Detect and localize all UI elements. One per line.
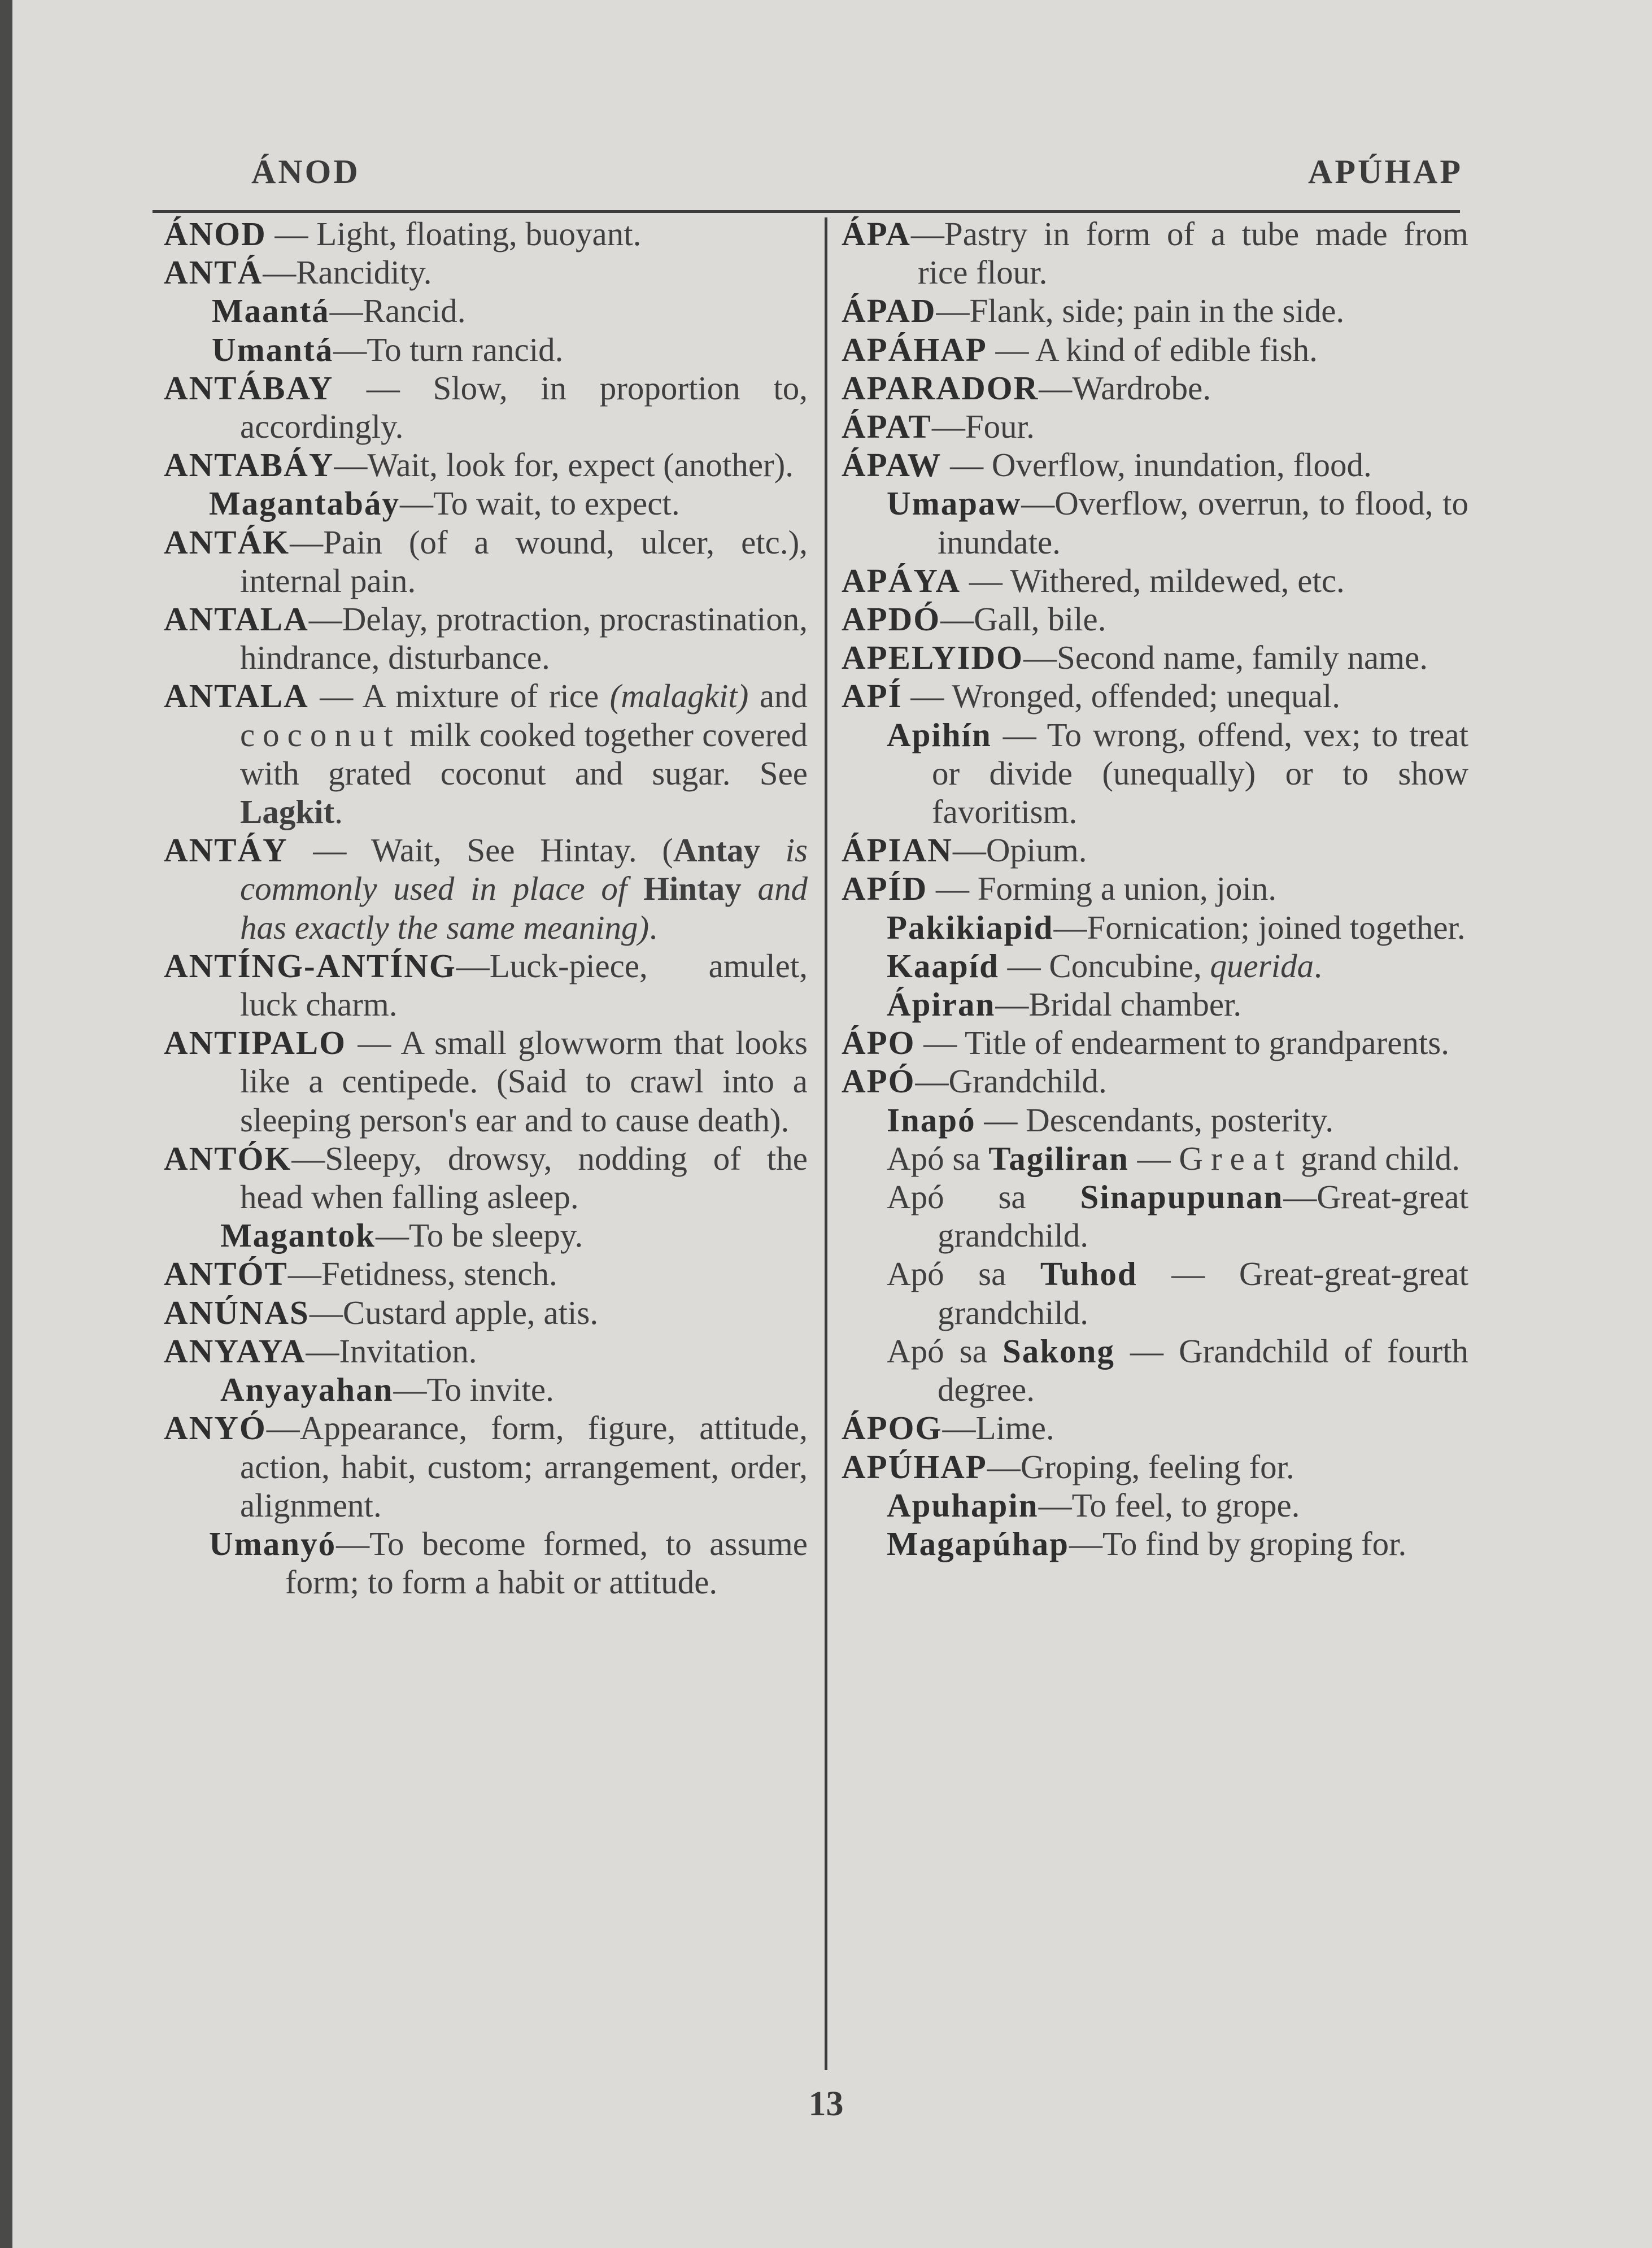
sub-entry: Inapó — Descendants, posterity. — [887, 1101, 1334, 1139]
entry: APÁYA — Withered, mildewed, etc. — [842, 561, 1345, 599]
entry: APARADOR—Wardrobe. — [842, 369, 1211, 407]
entry: ANYÓ—Appearance, form, figure, attitude, action, habit, custom; arrangement, order, alignment. — [164, 1409, 808, 1524]
entry: APÚHAP—Groping, feeling for. — [842, 1448, 1294, 1485]
entry: APÍD — Forming a union, join. — [842, 870, 1277, 908]
entry: ANTABÁY—Wait, look for, expect (another). — [164, 446, 794, 484]
entry: ANÚNAS—Custard apple, atis. — [164, 1293, 599, 1331]
entry: APDÓ—Gall, bile. — [842, 600, 1106, 638]
entry: ANTIPALO — A small glowworm that looks like a centipede. (Said to crawl into a sleeping person's ear and to cause death). — [164, 1024, 808, 1139]
left-column — [164, 215, 808, 1601]
sub-entry: Apó sa Sakong — Grandchild of fourth degree. — [887, 1332, 1468, 1409]
sub-entry: Magantabáy—To wait, to expect. — [209, 485, 680, 522]
running-head-right: APÚHAP — [1308, 153, 1463, 190]
sub-entry: Umapaw—Overflow, overrun, to flood, to inundate. — [887, 485, 1468, 561]
entry: APÓ—Grandchild. — [842, 1062, 1107, 1100]
entry: ÁPA—Pastry in form of a tube made from rice flour. — [842, 215, 1468, 291]
entry: ANTÁK—Pain (of a wound, ulcer, etc.), internal pain. — [164, 523, 808, 599]
page-number: 13 — [808, 2085, 844, 2123]
header-rule — [152, 210, 1460, 213]
entry: ÁNOD — Light, floating, buoyant. — [164, 215, 642, 252]
sub-entry: Pakikiapid—Fornication; joined together. — [887, 908, 1466, 946]
entry: ÁPAW — Overflow, inundation, flood. — [842, 446, 1372, 484]
entry: APÁHAP — A kind of edible fish. — [842, 330, 1318, 368]
sub-entry: Apihín — To wrong, offend, vex; to treat or divide (unequally) or to show favoritism. — [887, 716, 1468, 831]
entry: APELYIDO—Second name, family name. — [842, 639, 1428, 677]
sub-entry: Magapúhap—To find by groping for. — [887, 1524, 1407, 1562]
entry: ÁPAD—Flank, side; pain in the side. — [842, 292, 1345, 330]
sub-entry: Kaapíd — Concubine, querida. — [887, 947, 1322, 984]
entry: ANTÍNG-ANTÍNG—Luck-piece, amulet, luck charm. — [164, 947, 808, 1023]
entry: ANTÁ—Rancidity. — [164, 254, 432, 291]
book-binding-edge — [0, 0, 12, 2248]
entry: ANTÁBAY — Slow, in proportion to, accordingly. — [164, 369, 808, 446]
running-head-left: ÁNOD — [251, 153, 360, 190]
entry: ANTALA — A mixture of rice (malagkit) and coconut milk cooked together covered with grated coconut and sugar. See Lagkit. — [164, 677, 808, 831]
right-column — [842, 215, 1468, 1563]
entry: ANYAYA—Invitation. — [164, 1332, 477, 1370]
entry: ÁPOG—Lime. — [842, 1409, 1054, 1447]
entry: ANTÓK—Sleepy, drowsy, nodding of the head when falling asleep. — [164, 1139, 808, 1216]
sub-entry: Anyayahan—To invite. — [220, 1371, 554, 1409]
entry: APÍ — Wronged, offended; unequal. — [842, 677, 1340, 715]
sub-entry: Apó sa Sinapupunan—Great-great grandchild. — [887, 1178, 1468, 1254]
entry: ÁPIAN—Opium. — [842, 831, 1087, 869]
sub-entry: Umanyó—To become formed, to assume form; to form a habit or attitude. — [209, 1524, 808, 1601]
sub-entry: Apuhapin—To feel, to grope. — [887, 1486, 1300, 1524]
entry: ÁPO — Title of endearment to grandparents. — [842, 1024, 1449, 1062]
sub-entry: Ápiran—Bridal chamber. — [887, 986, 1242, 1023]
entry: ANTALA—Delay, protraction, procrastination, hindrance, disturbance. — [164, 600, 808, 677]
entry: ÁPAT—Four. — [842, 408, 1035, 446]
sub-entry: Umantá—To turn rancid. — [212, 330, 564, 368]
sub-entry: Magantok—To be sleepy. — [220, 1217, 583, 1254]
entry: ANTÁY — Wait, See Hintay. (Antay is commonly used in place of Hintay and has exactly the same meaning). — [164, 831, 808, 946]
sub-entry: Maantá—Rancid. — [212, 292, 466, 330]
sub-entry: Apó sa Tagiliran — Great grand child. — [887, 1139, 1460, 1177]
sub-entry: Apó sa Tuhod — Great-great-great grandchild. — [887, 1255, 1468, 1331]
entry: ANTÓT—Fetidness, stench. — [164, 1255, 557, 1293]
column-divider — [825, 217, 827, 2070]
